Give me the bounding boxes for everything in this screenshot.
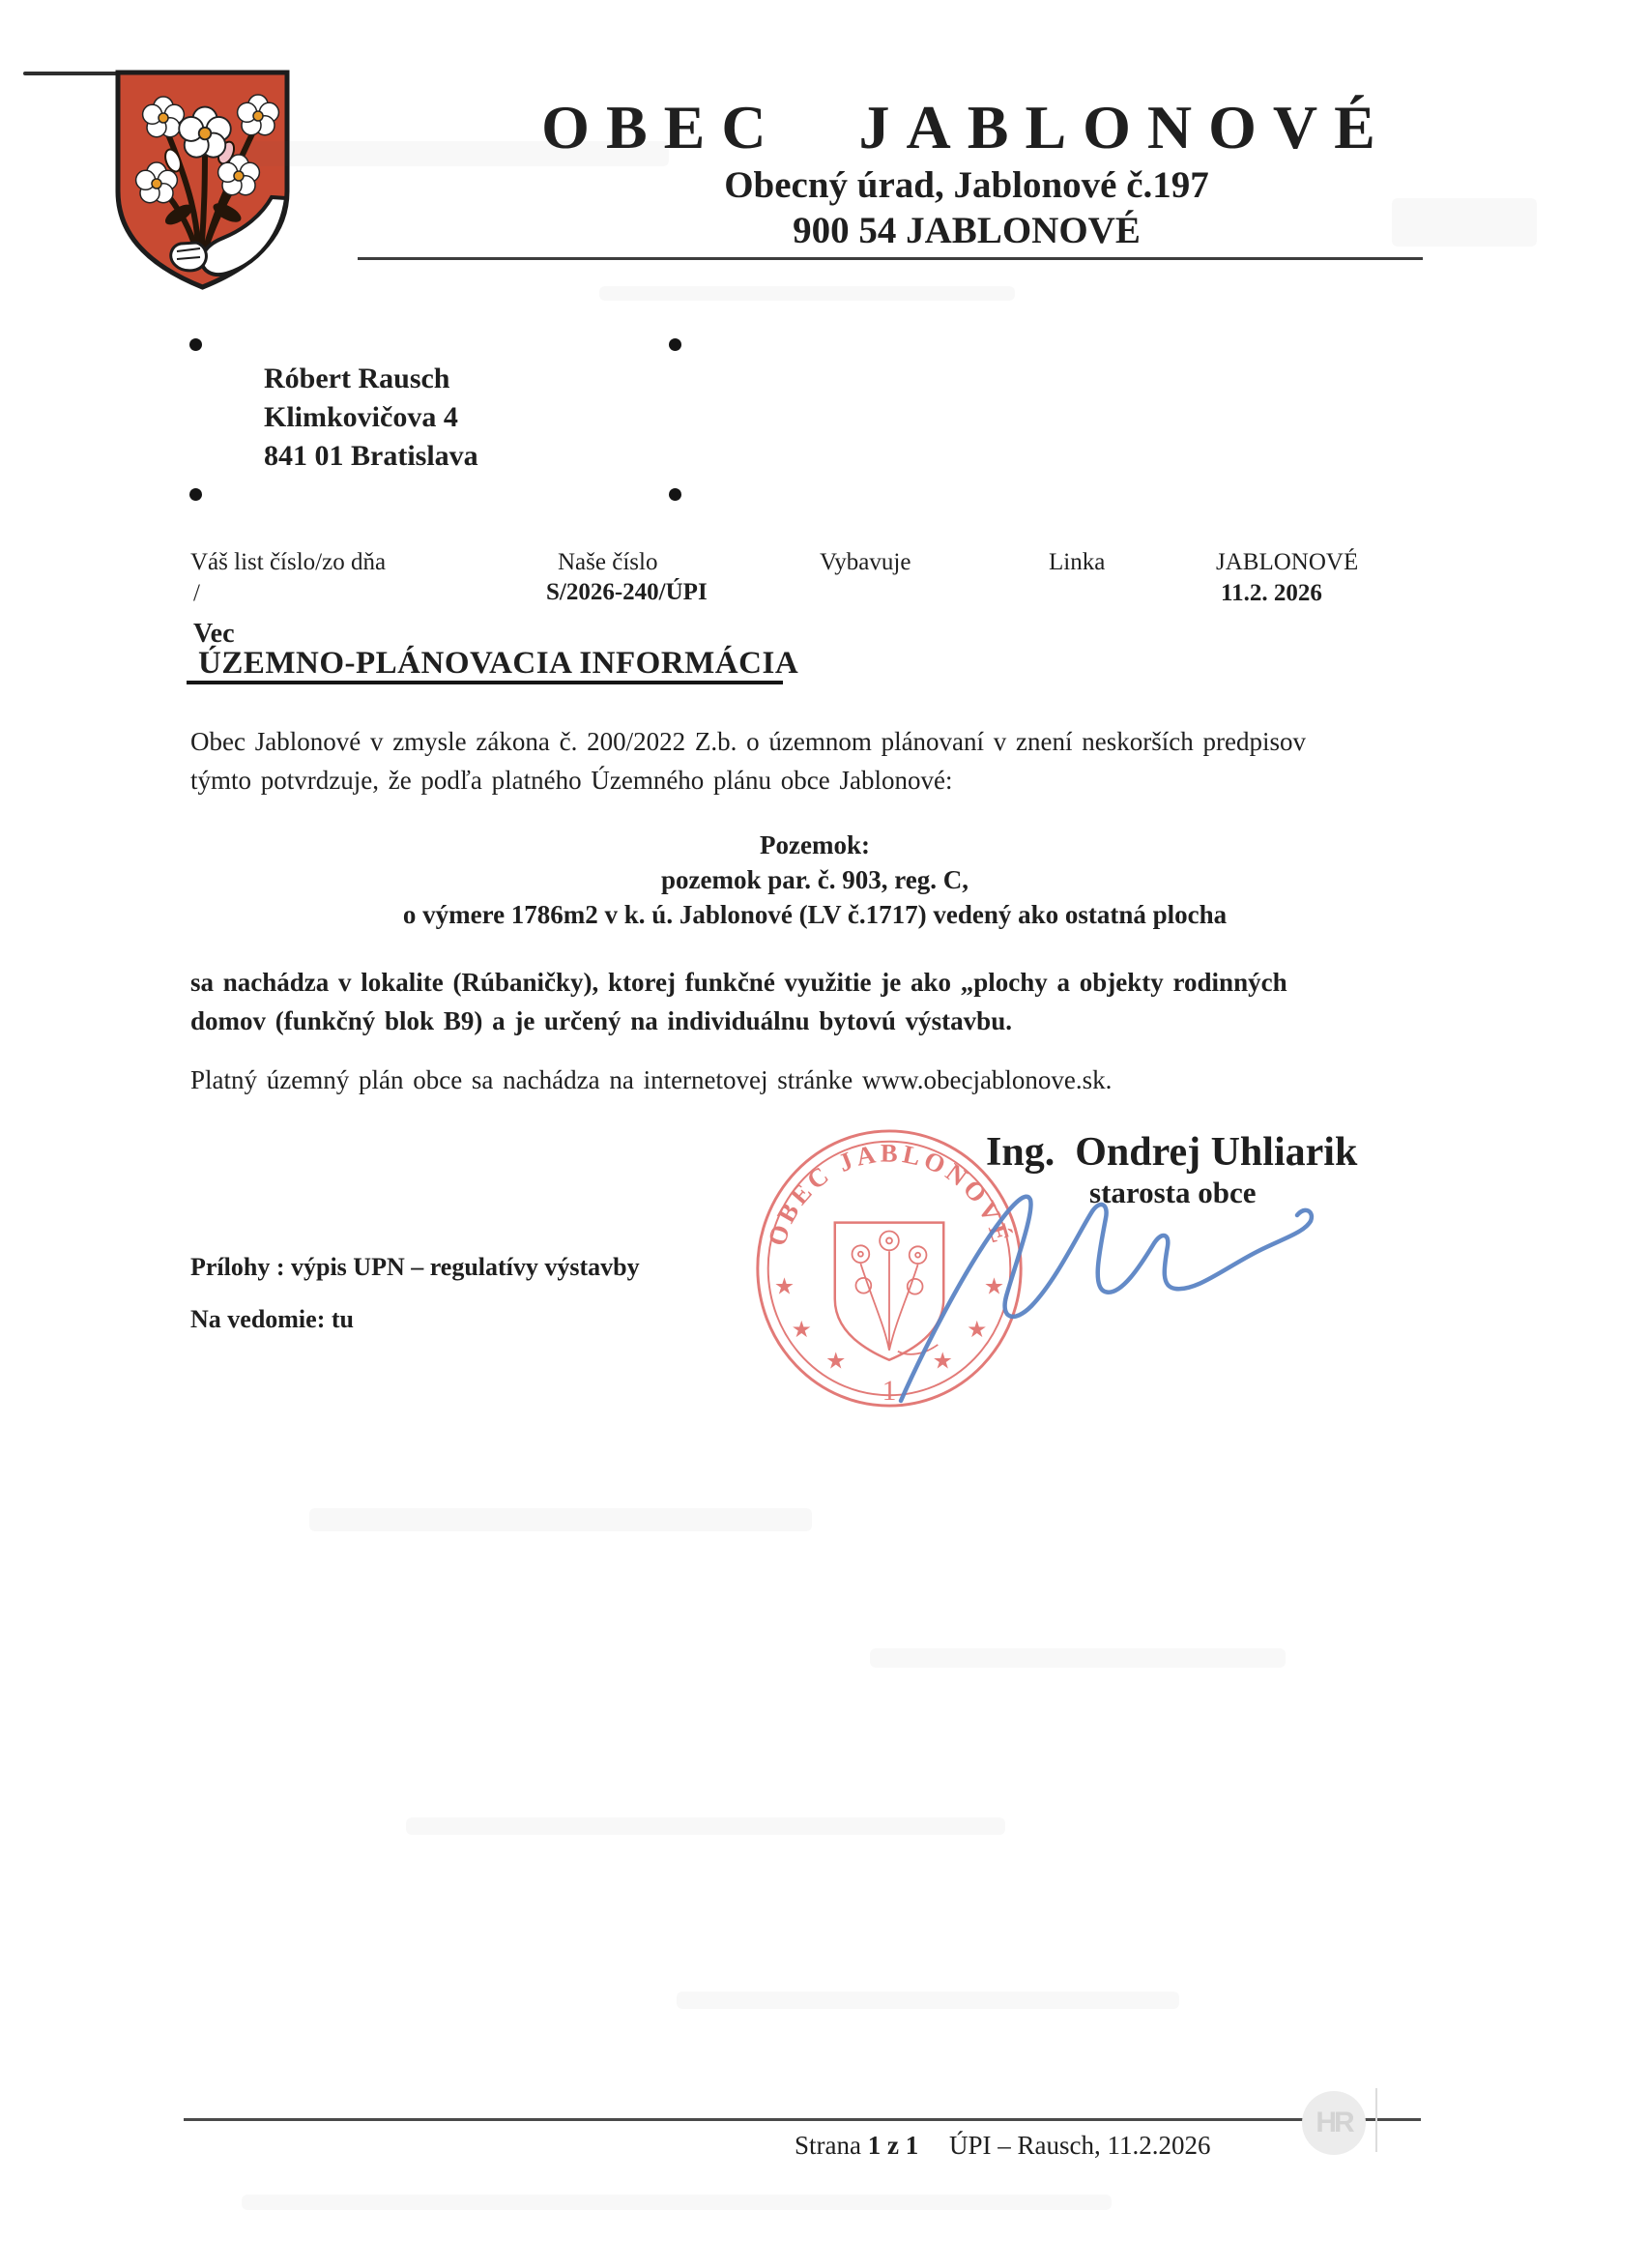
our-ref-value: S/2026-240/ÚPI <box>546 579 708 605</box>
scan-smudge <box>309 1508 812 1531</box>
envelope-window-dot <box>669 488 681 501</box>
page-number-value: 1 z 1 <box>867 2131 919 2160</box>
envelope-window-dot <box>669 338 681 351</box>
stamp-star-icon: ★ <box>932 1347 953 1375</box>
envelope-window-dot <box>189 488 202 501</box>
page-number <box>795 2131 918 2161</box>
recipient-city: 841 01 Bratislava <box>264 440 478 472</box>
scan-smudge <box>677 1992 1179 2009</box>
intro-line: Obec Jablonové v zmysle zákona č. 200/2022 Z.b. o územnom plánovaní v znení neskorších predpisov <box>190 727 1306 756</box>
footer-divider <box>184 2118 1421 2121</box>
letterhead-divider <box>358 257 1423 260</box>
stamp-star-icon: ★ <box>983 1272 1005 1300</box>
scan-artifact-line <box>23 72 121 75</box>
scan-artifact-line <box>1375 2088 1377 2152</box>
scan-smudge <box>870 1648 1286 1668</box>
parcel-line: pozemok par. č. 903, reg. C, <box>661 865 969 894</box>
intro-line: týmto potvrdzuje, že podľa platného Územného plánu obce Jablonové: <box>190 765 953 795</box>
envelope-window-dot <box>189 338 202 351</box>
signer-name: Ing. Ondrej Uhliarik <box>986 1130 1358 1175</box>
handwritten-signature-icon <box>822 1165 1324 1416</box>
parcel-line: o výmere 1786m2 v k. ú. Jablonové (LV č.1717) vedený ako ostatná plocha <box>402 900 1228 929</box>
line-label: Linka <box>1049 549 1106 575</box>
recipient-name: Róbert Rausch <box>264 363 450 394</box>
scan-smudge <box>406 1817 1005 1835</box>
zoning-line: domov (funkčný blok B9) a je určený na individuálnu bytovú výstavbu. <box>190 1006 1012 1035</box>
parcel-block <box>190 828 1439 932</box>
zoning-line: sa nachádza v lokalite (Rúbaničky), ktorej funkčné využitie je ako „plochy a objekty rodinných <box>190 968 1287 997</box>
stamp-star-icon: ★ <box>967 1316 988 1344</box>
stamp-number: 1 <box>882 1376 897 1408</box>
municipal-coat-of-arms-icon <box>113 68 292 292</box>
postal-code-line: 900 54 JABLONOVÉ <box>793 210 1141 251</box>
footer-doc-ref: ÚPI – Rausch, 11.2.2026 <box>949 2131 1211 2160</box>
signer-role: starosta obce <box>1089 1176 1257 1209</box>
hr-watermark: HR <box>1302 2091 1366 2155</box>
recipient-address-block <box>264 360 478 476</box>
scan-smudge <box>242 2195 1112 2210</box>
subject-title: ÚZEMNO-PLÁNOVACIA INFORMÁCIA <box>198 646 799 681</box>
cc-line: Na vedomie: tu <box>190 1305 354 1333</box>
stamp-star-icon: ★ <box>825 1347 847 1375</box>
letter-date: 11.2. 2026 <box>1221 580 1322 606</box>
stamp-star-icon: ★ <box>791 1316 812 1344</box>
parcel-heading: Pozemok: <box>760 830 870 859</box>
scan-smudge <box>599 286 1015 301</box>
attachments-line: Prílohy : výpis UPN – regulatívy výstavby <box>190 1253 640 1281</box>
note-paragraph: Platný územný plán obce sa nachádza na internetovej stránke www.obecjablonove.sk. <box>190 1065 1113 1094</box>
municipality-name: OBEC JABLONOVÉ <box>541 93 1392 161</box>
handler-label: Vybavuje <box>820 549 911 575</box>
your-ref-label: Váš list číslo/zo dňa <box>190 549 387 575</box>
stamp-ring-text: OBEC JABLONOVÉ <box>762 1138 1017 1250</box>
place-name: JABLONOVÉ <box>1216 549 1359 575</box>
subject-label: Vec <box>193 619 235 649</box>
page-number-label: Strana <box>795 2131 861 2160</box>
zoning-paragraph <box>190 963 1439 1040</box>
recipient-street: Klimkovičova 4 <box>264 401 458 433</box>
our-ref-label: Naše číslo <box>558 549 658 575</box>
your-ref-value: / <box>193 580 200 606</box>
stamp-star-icon: ★ <box>773 1272 795 1300</box>
subject-underline <box>187 681 783 684</box>
intro-paragraph <box>190 723 1439 800</box>
office-address-line: Obecný úrad, Jablonové č.197 <box>724 164 1209 206</box>
